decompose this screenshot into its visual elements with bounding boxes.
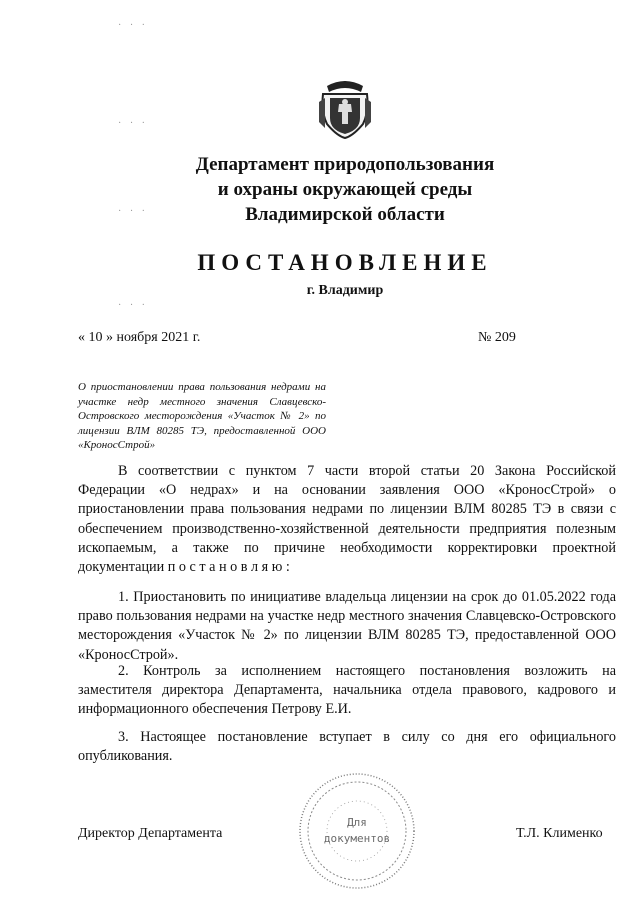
scan-artifact: · · · (118, 118, 148, 129)
body-paragraph-3: 3. Настоящее постановление вступает в силу со дня его официального опубликования. (78, 729, 616, 765)
city: г. Владимир (306, 283, 384, 298)
svg-text:Для: Для (347, 816, 367, 829)
signatory-name: Т.Л. Клименко (516, 826, 603, 841)
coat-of-arms-icon (317, 78, 373, 140)
department-line: Владимирской области (245, 204, 445, 225)
body-paragraph-2: 2. Контроль за исполнением настоящего постановления возложить на заместителя директора Департамента, начальника отдела правового, кадрового и информационного обеспечения Петрову Е.И. (78, 663, 616, 718)
round-stamp (296, 770, 418, 892)
document-number: № 209 (478, 330, 516, 345)
document-date: « 10 » ноября 2021 г. (78, 330, 201, 345)
document-type: ПОСТАНОВЛЕНИЕ (197, 250, 493, 275)
body-paragraph-preamble: В соответствии с пунктом 7 части второй статьи 20 Закона Российской Федерации «О недрах» и на основании заявления ООО «КроносСтрой» о приостановлении права пользования недрами по лицензии ВЛМ 80285 ТЭ в связи с обеспечением производственно-хозяйственной деятельности предприятия полезным ископаемым, а также по причине необходимости корректировки проектной документации п о с т а н о в л я ю : (78, 463, 616, 576)
body-paragraph-1: 1. Приостановить по инициативе владельца лицензии на срок до 01.05.2022 года право пользования недрами на участке недр местного значения Славцевско-Островского месторождения «Участок № 2» по лицензии ВЛМ 80285 ТЭ, предоставленной ООО «КроносСтрой». (78, 589, 616, 663)
scan-artifact: · · · (118, 206, 148, 217)
scan-artifact: · · · (118, 20, 148, 31)
signatory-position: Директор Департамента (78, 826, 223, 841)
scan-artifact: · · · (118, 300, 148, 311)
svg-text:документов: документов (323, 832, 391, 845)
department-line: Департамент природопользования (195, 154, 495, 175)
department-name (120, 152, 570, 227)
document-subject: О приостановлении права пользования недрами на участке недр местного значения Славцевско-Островского месторождения «Участок № 2» по лицензии ВЛМ 80285 ТЭ, предоставленной ООО «КроносСтрой» (78, 381, 326, 451)
department-line: и охраны окружающей среды (217, 179, 473, 200)
